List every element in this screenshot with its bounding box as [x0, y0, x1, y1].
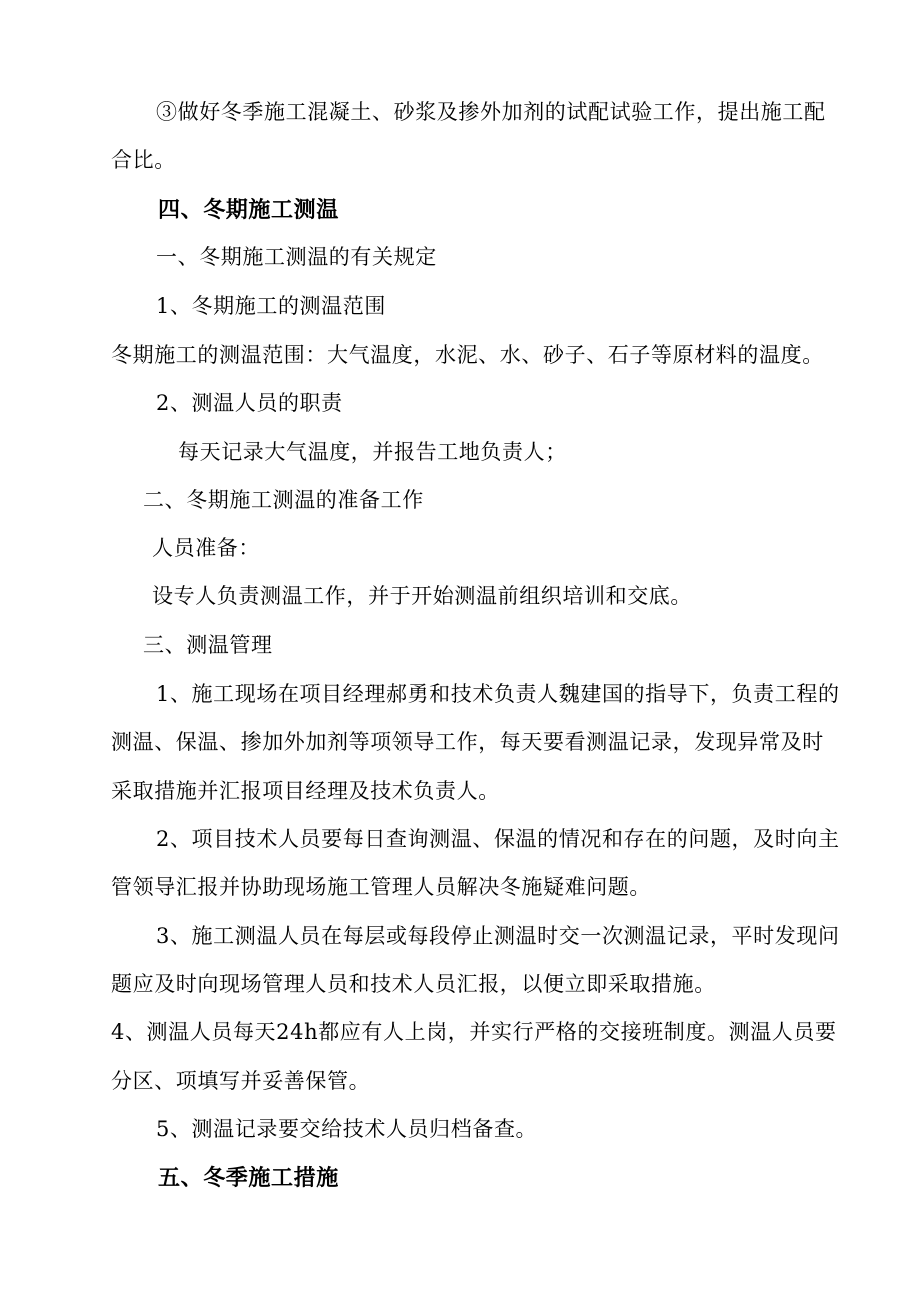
paragraph-line: 冬期施工的测温范围：大气温度，水泥、水、砂子、石子等原材料的温度。	[111, 343, 824, 367]
paragraph-line: 5、测温记录要交给技术人员归档备查。	[156, 1117, 538, 1141]
paragraph-line: 题应及时向现场管理人员和技术人员汇报，以便立即采取措施。	[111, 972, 716, 996]
paragraph-line: 人员准备：	[152, 536, 260, 560]
subsection-heading: 一、冬期施工测温的有关规定	[156, 245, 437, 269]
paragraph-line: ③做好冬季施工混凝土、砂浆及掺外加剂的试配试验工作，提出施工配	[156, 100, 826, 124]
paragraph-line: 3、施工测温人员在每层或每段停止测温时交一次测温记录，平时发现问	[156, 924, 840, 948]
subsection-heading: 三、测温管理	[143, 633, 273, 657]
paragraph-line: 4、测温人员每天24h都应有人上岗，并实行严格的交接班制度。测温人员要	[111, 1020, 837, 1044]
item-heading: 2、测温人员的职责	[156, 391, 343, 415]
section-heading: 四、冬期施工测温	[158, 197, 339, 223]
paragraph-line: 管领导汇报并协助现场施工管理人员解决冬施疑难问题。	[111, 875, 651, 899]
section-heading: 五、冬季施工措施	[158, 1165, 339, 1191]
paragraph-line: 合比。	[111, 148, 176, 172]
paragraph-line: 测温、保温、掺加外加剂等项领导工作，每天要看测温记录，发现异常及时	[111, 730, 824, 754]
paragraph-line: 2、项目技术人员要每日查询测温、保温的情况和存在的问题，及时向主	[156, 827, 840, 851]
subsection-heading: 二、冬期施工测温的准备工作	[143, 488, 424, 512]
item-heading: 1、冬期施工的测温范围	[156, 294, 386, 318]
paragraph-line: 分区、项填写并妥善保管。	[111, 1069, 371, 1093]
paragraph-line: 每天记录大气温度，并报告工地负责人；	[178, 440, 567, 464]
paragraph-line: 设专人负责测温工作，并于开始测温前组织培训和交底。	[152, 584, 692, 608]
paragraph-line: 采取措施并汇报项目经理及技术负责人。	[111, 779, 500, 803]
paragraph-line: 1、施工现场在项目经理郝勇和技术负责人魏建国的指导下，负责工程的	[156, 682, 840, 706]
